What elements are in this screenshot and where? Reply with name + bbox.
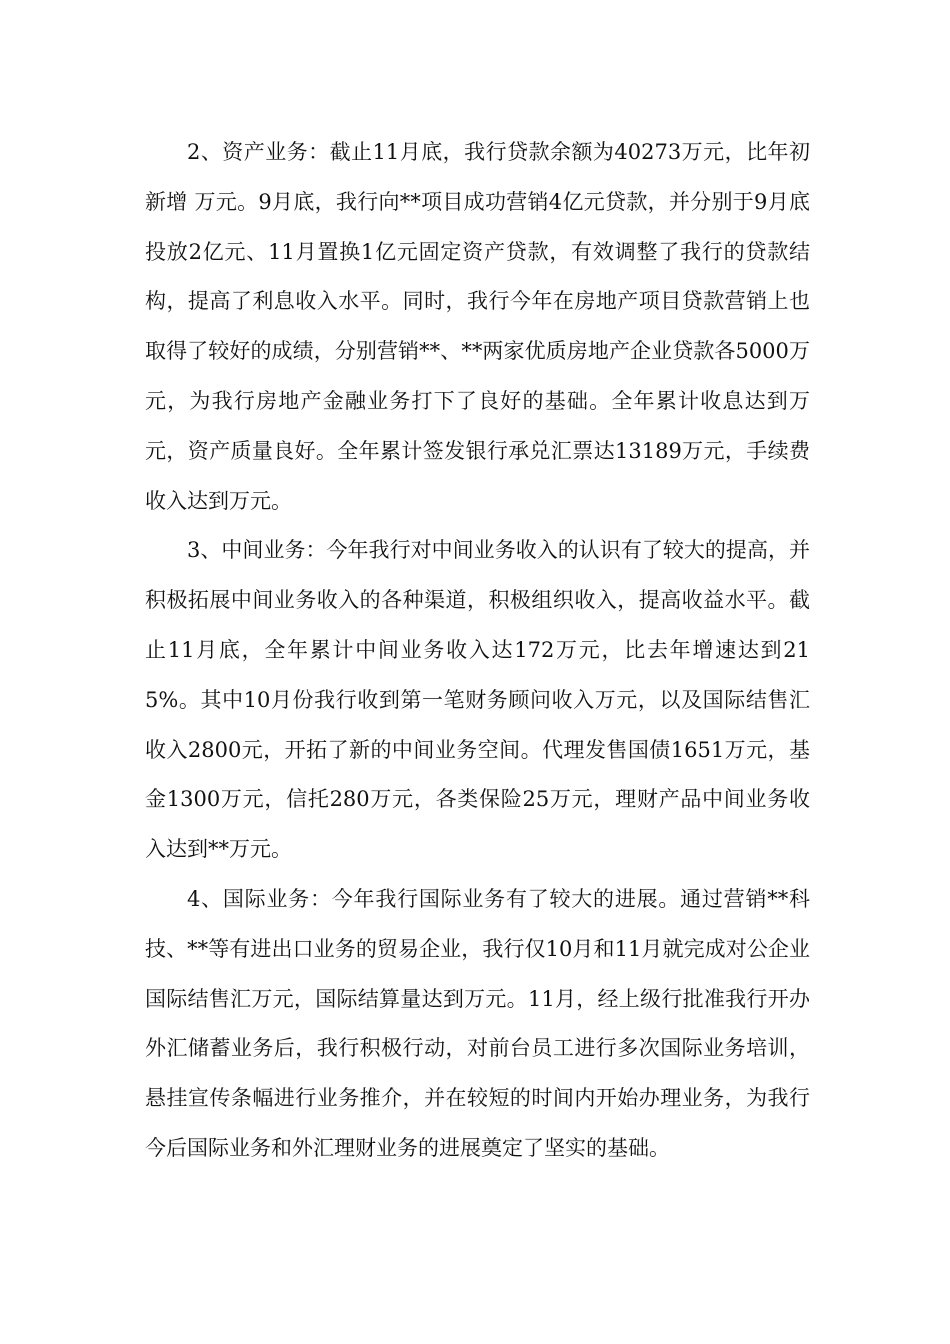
paragraph-intermediate-business: 3、中间业务：今年我行对中间业务收入的认识有了较大的提高，并积极拓展中间业务收入的各种渠道，积极组织收入，提高收益水平。截止11月底，全年累计中间业务收入达172万元，比去年增速达到215%。其中10月份我行收到第一笔财务顾问收入万元，以及国际结售汇收入2800元，开拓了新的中间业务空间。代理发售国债1651万元，基金1300万元，信托280万元，各类保险25万元，理财产品中间业务收入达到**万元。 [145, 538, 810, 862]
paragraph-asset-business: 2、资产业务：截止11月底，我行贷款余额为40273万元，比年初新增 万元。9月底，我行向**项目成功营销4亿元贷款，并分别于9月底投放2亿元、11月置换1亿元固定资产贷款，有效调整了我行的贷款结构，提高了利息收入水平。同时，我行今年在房地产项目贷款营销上也取得了较好的成绩，分别营销**、**两家优质房地产企业贷款各5000万元，为我行房地产金融业务打下了良好的基础。全年累计收息达到万元，资产质量良好。全年累计签发银行承兑汇票达13189万元，手续费收入达到万元。 [145, 140, 810, 513]
paragraph-international-business: 4、国际业务：今年我行国际业务有了较大的进展。通过营销**科技、**等有进出口业务的贸易企业，我行仅10月和11月就完成对公企业国际结售汇万元，国际结算量达到万元。11月，经上级行批准我行开办外汇储蓄业务后，我行积极行动，对前台员工进行多次国际业务培训，悬挂宣传条幅进行业务推介，并在较短的时间内开始办理业务，为我行今后国际业务和外汇理财业务的进展奠定了坚实的基础。 [145, 886, 810, 1160]
document-body [145, 128, 810, 1174]
